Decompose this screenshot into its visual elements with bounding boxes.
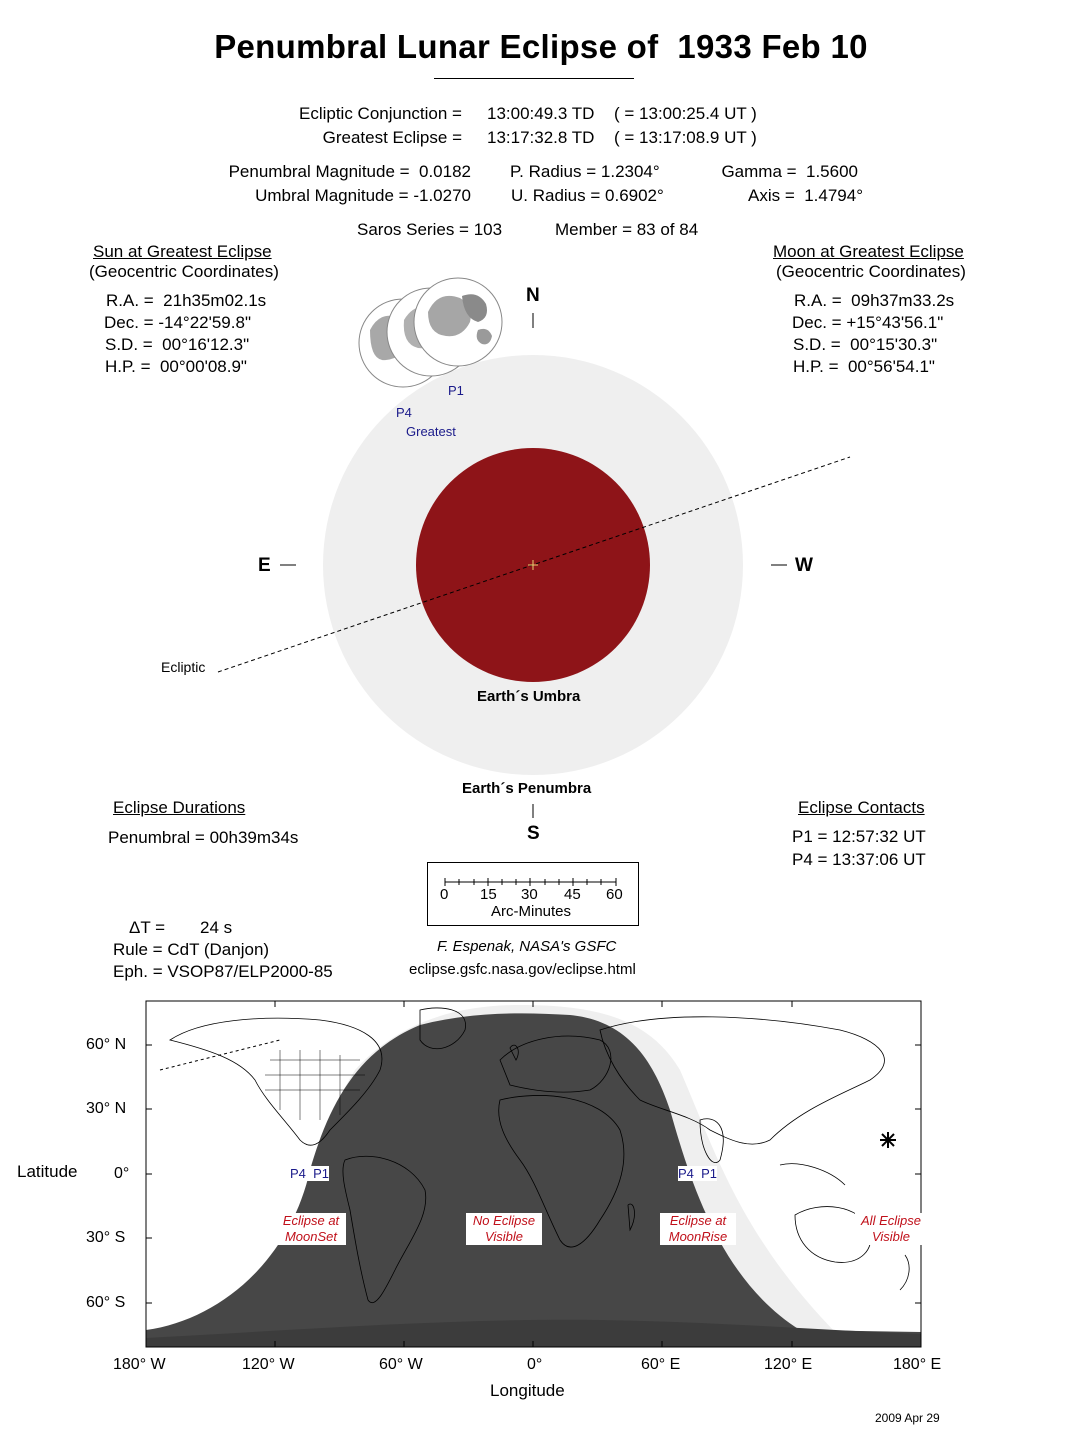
lon-0: 0°: [527, 1356, 543, 1373]
sun-heading: Sun at Greatest Eclipse: [93, 242, 272, 261]
scale-label: Arc-Minutes: [491, 903, 572, 920]
zone-moonset-line1: Eclipse at: [282, 1213, 340, 1228]
zone-moonset: [276, 1213, 346, 1245]
zone-moonrise-line2: MoonRise: [668, 1229, 728, 1244]
conjunction-label: Ecliptic Conjunction =: [298, 104, 462, 123]
north-label: N: [526, 285, 540, 306]
saros-member: Member = 83 of 84: [555, 220, 699, 239]
lat-60n: 60° N: [86, 1036, 127, 1053]
lon-180e: 180° E: [893, 1356, 942, 1373]
lon-60w: 60° W: [379, 1356, 423, 1373]
lat-60s: 60° S: [86, 1294, 126, 1311]
p4-label: P4: [396, 405, 412, 420]
lon-180w: 180° W: [113, 1356, 166, 1373]
scale-tick-15: 15: [480, 886, 497, 903]
sun-sd: S.D. = 00°16'12.3": [105, 335, 250, 354]
page-title: Penumbral Lunar Eclipse of 1933 Feb 10: [214, 28, 868, 65]
moon-dec: Dec. = +15°43'56.1": [792, 313, 944, 332]
sun-ra: R.A. = 21h35m02.1s: [106, 291, 267, 310]
contacts-heading: Eclipse Contacts: [798, 798, 925, 817]
greatest-label: Greatest Eclipse =: [322, 128, 462, 147]
ephemeris: Eph. = VSOP87/ELP2000-85: [113, 962, 333, 981]
rule: Rule = CdT (Danjon): [113, 940, 270, 959]
sun-hp: H.P. = 00°00'08.9": [105, 357, 247, 376]
conjunction-td: 13:00:49.3 TD: [487, 104, 595, 123]
contact-p4: P4 = 13:37:06 UT: [792, 850, 926, 869]
south-label: S: [527, 823, 540, 844]
lon-120w: 120° W: [242, 1356, 295, 1373]
ecliptic-label: Ecliptic: [161, 659, 206, 675]
greatest-label-diagram: Greatest: [406, 424, 456, 439]
scale-tick-60: 60: [606, 886, 623, 903]
durations-heading: Eclipse Durations: [113, 798, 246, 817]
generation-date: 2009 Apr 29: [875, 1411, 940, 1425]
map-contacts-east: P4 P1: [678, 1166, 718, 1181]
lat-axis-title: Latitude: [17, 1162, 78, 1181]
p1-label: P1: [448, 383, 464, 398]
sun-dec: Dec. = -14°22'59.8": [104, 313, 251, 332]
east-label: E: [258, 555, 271, 576]
lon-axis-title: Longitude: [490, 1381, 565, 1400]
lon-120e: 120° E: [764, 1356, 813, 1373]
axis: Axis = 1.4794°: [747, 186, 863, 205]
saros-series: Saros Series = 103: [357, 220, 503, 239]
u-radius: U. Radius = 0.6902°: [511, 186, 664, 205]
moon-heading: Moon at Greatest Eclipse: [773, 242, 964, 261]
lat-30s: 30° S: [86, 1229, 126, 1246]
zone-moonrise-line1: Eclipse at: [669, 1213, 727, 1228]
gamma: Gamma = 1.5600: [721, 162, 858, 181]
zone-all-line1: All Eclipse: [861, 1213, 921, 1228]
moon-subheading: (Geocentric Coordinates): [776, 262, 966, 281]
penumbral-magnitude: Penumbral Magnitude = 0.0182: [228, 162, 471, 181]
zone-all-eclipse: [855, 1213, 927, 1245]
delta-t-value: 24 s: [200, 918, 233, 937]
delta-t-label: ΔT =: [129, 918, 166, 937]
moon-hp: H.P. = 00°56'54.1": [793, 357, 935, 376]
umbral-magnitude: Umbral Magnitude = -1.0270: [255, 186, 471, 205]
credit: F. Espenak, NASA's GSFC: [437, 938, 617, 955]
lon-60e: 60° E: [641, 1356, 681, 1373]
zone-moonset-line2: MoonSet: [284, 1229, 338, 1244]
penumbral-duration: Penumbral = 00h39m34s: [108, 828, 299, 847]
conjunction-ut: ( = 13:00:25.4 UT ): [614, 104, 757, 123]
scale-tick-0: 0: [440, 886, 449, 903]
scale-tick-45: 45: [564, 886, 581, 903]
greatest-ut: ( = 13:17:08.9 UT ): [614, 128, 757, 147]
lat-0: 0°: [114, 1165, 130, 1182]
moon-sd: S.D. = 00°15'30.3": [793, 335, 938, 354]
sun-subheading: (Geocentric Coordinates): [89, 262, 279, 281]
zone-none-line1: No Eclipse: [472, 1213, 536, 1228]
website[interactable]: eclipse.gsfc.nasa.gov/eclipse.html: [409, 961, 636, 978]
contact-p1: P1 = 12:57:32 UT: [792, 827, 926, 846]
moon-zenith-star: [880, 1132, 896, 1148]
lat-30n: 30° N: [86, 1100, 127, 1117]
umbra-label: Earth´s Umbra: [477, 688, 581, 705]
zone-no-eclipse: [466, 1213, 542, 1245]
zone-moonrise: [660, 1213, 736, 1245]
map-contacts-west: P4 P1: [290, 1166, 330, 1181]
west-label: W: [795, 555, 813, 576]
penumbra-label: Earth´s Penumbra: [462, 780, 592, 797]
zone-all-line2: Visible: [871, 1229, 911, 1244]
p-radius: P. Radius = 1.2304°: [510, 162, 660, 181]
moon-ra: R.A. = 09h37m33.2s: [794, 291, 955, 310]
greatest-td: 13:17:32.8 TD: [487, 128, 595, 147]
scale-tick-30: 30: [521, 886, 538, 903]
zone-none-line2: Visible: [484, 1229, 524, 1244]
